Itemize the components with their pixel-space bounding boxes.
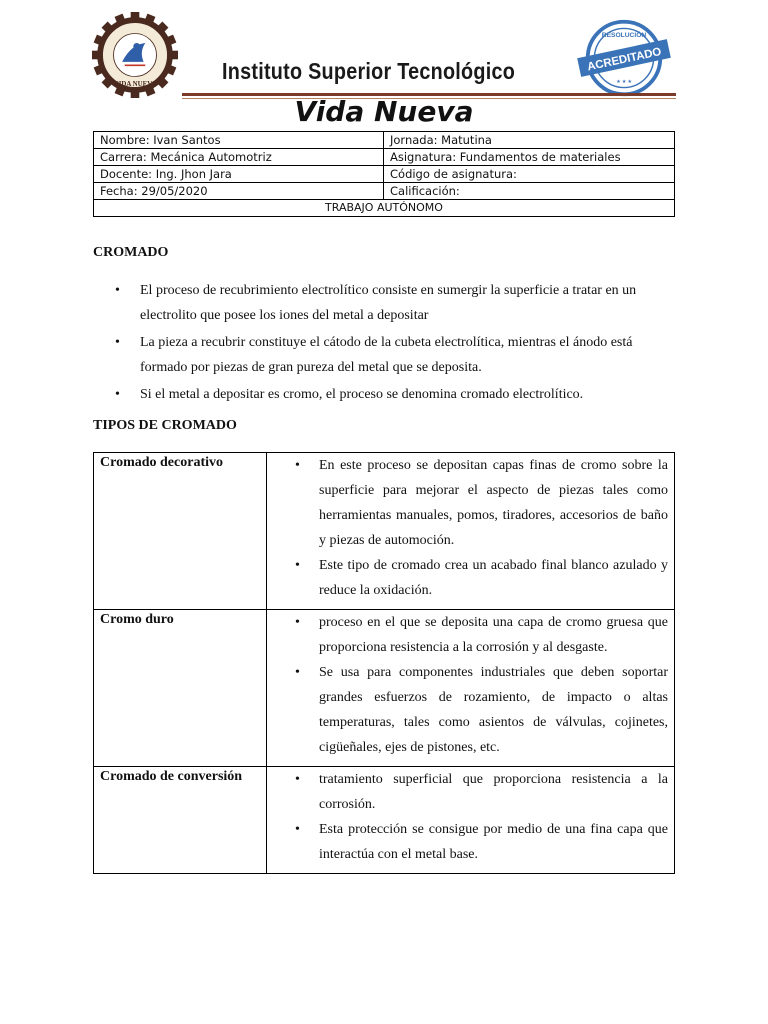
subject: Asignatura: Fundamentos de materiales bbox=[384, 149, 675, 166]
list-item: • El proceso de recubrimiento electrolítico consiste en sumergir la superficie a tratar en un electrolito que posee los iones del metal a depositar bbox=[93, 278, 678, 328]
chrome-types-table bbox=[93, 452, 675, 874]
grade: Calificación: bbox=[384, 183, 675, 200]
list-item: • Esta protección se consigue por medio de una fina capa que interactúa con el metal base. bbox=[267, 817, 668, 867]
list-item: • proceso en el que se deposita una capa de cromo gruesa que proporciona resistencia a la corrosión y al desgaste. bbox=[267, 610, 668, 660]
institution-title: Instituto Superior Tecnológico bbox=[222, 58, 516, 84]
list-item: • tratamiento superficial que proporciona resistencia a la corrosión. bbox=[267, 767, 668, 817]
type-name: Cromado de conversión bbox=[94, 767, 267, 874]
institute-logo bbox=[92, 12, 178, 98]
svg-text:ACREDITADO: ACREDITADO bbox=[586, 46, 663, 74]
teacher: Docente: Ing. Jhon Jara bbox=[94, 166, 384, 183]
svg-text:VIDA NUEVA: VIDA NUEVA bbox=[113, 80, 157, 88]
table-row bbox=[94, 610, 675, 767]
list-item: • Se usa para componentes industriales que deben soportar grandes esfuerzos de rozamiento, de impacto o altas temperaturas, tales como asientos de válvulas, cojinetes, cigüeñales, ejes de pistones, etc. bbox=[267, 660, 668, 760]
list-item: • La pieza a recubrir constituye el cátodo de la cubeta electrolítica, mientras el ánodo está formado por piezas de gran pureza del metal que se deposita. bbox=[93, 330, 678, 380]
type-name: Cromo duro bbox=[94, 610, 267, 767]
table-row bbox=[94, 767, 675, 874]
list-item: • Si el metal a depositar es cromo, el proceso se denomina cromado electrolítico. bbox=[93, 382, 678, 407]
type-name: Cromado decorativo bbox=[94, 453, 267, 610]
date: Fecha: 29/05/2020 bbox=[94, 183, 384, 200]
assignment-type: TRABAJO AUTÓNOMO bbox=[94, 200, 675, 217]
section-heading-cromado: CROMADO bbox=[93, 245, 169, 260]
student-info-table bbox=[93, 131, 675, 217]
svg-text:RESOLUCIÓN: RESOLUCIÓN bbox=[601, 32, 647, 39]
list-item: • En este proceso se depositan capas finas de cromo sobre la superficie para mejorar el aspecto de piezas tales como herramientas manuales, pomos, tiradores, accesorios de baño y piezas de automoción. bbox=[267, 453, 668, 553]
schedule: Jornada: Matutina bbox=[384, 132, 675, 149]
cromado-bullet-list bbox=[93, 278, 678, 409]
table-row bbox=[94, 453, 675, 610]
subject-code: Código de asignatura: bbox=[384, 166, 675, 183]
career: Carrera: Mecánica Automotriz bbox=[94, 149, 384, 166]
list-item: • Este tipo de cromado crea un acabado final blanco azulado y reduce la oxidación. bbox=[267, 553, 668, 603]
section-heading-tipos: TIPOS DE CROMADO bbox=[93, 418, 237, 433]
institution-subtitle: Vida Nueva bbox=[294, 95, 474, 128]
accreditation-badge bbox=[576, 16, 672, 100]
student-name: Nombre: Ivan Santos bbox=[94, 132, 384, 149]
svg-text:★ ★ ★: ★ ★ ★ bbox=[616, 79, 632, 85]
